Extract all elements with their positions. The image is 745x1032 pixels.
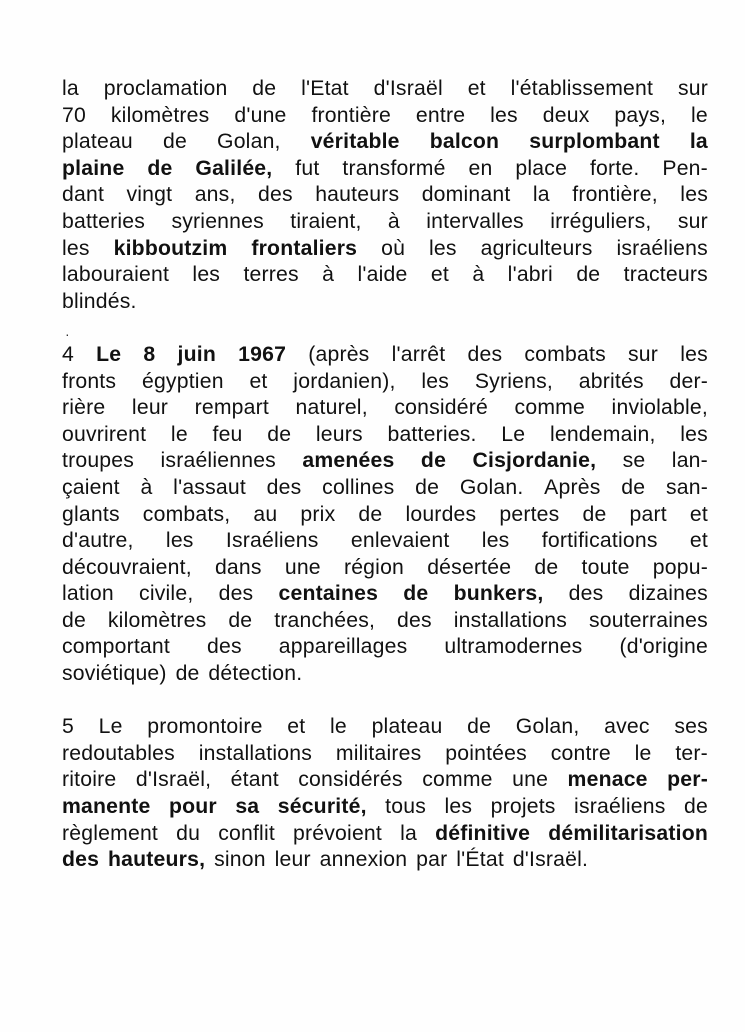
word: les xyxy=(444,795,473,819)
word: d'Israël. xyxy=(512,848,589,872)
bold-word: frontaliers xyxy=(251,236,358,260)
word: considérés xyxy=(298,768,403,792)
bold-word: de xyxy=(403,582,429,606)
word: des xyxy=(257,183,293,207)
word: comme xyxy=(422,768,493,792)
word: avec xyxy=(604,715,650,739)
text-line xyxy=(62,581,708,608)
word: contre xyxy=(550,741,611,765)
text-line xyxy=(62,528,708,555)
word: intervalles xyxy=(426,209,524,233)
word: l'aide xyxy=(357,263,408,287)
word: entre xyxy=(415,103,466,127)
bold-word: pour xyxy=(168,795,217,819)
word: prix xyxy=(300,502,336,526)
word: le xyxy=(170,422,188,446)
word: vingt xyxy=(126,183,173,207)
word: prévoient xyxy=(293,821,382,845)
word: civile, xyxy=(139,582,194,606)
word: d'Israël xyxy=(373,77,443,100)
word: une xyxy=(284,555,321,579)
word: lation xyxy=(62,582,114,606)
word: frontière, xyxy=(572,183,658,207)
word: d'autre, xyxy=(62,529,134,553)
word: à xyxy=(387,209,400,233)
text-line xyxy=(62,262,708,289)
bold-word: 8 xyxy=(143,342,156,366)
word: de xyxy=(358,502,383,526)
word: et xyxy=(430,263,449,287)
paragraph-gap xyxy=(62,315,708,342)
word: des xyxy=(568,582,604,606)
bold-word: Cisjordanie, xyxy=(472,449,597,473)
bold-word: plaine xyxy=(62,156,125,180)
word: des xyxy=(397,608,432,632)
word: des xyxy=(218,582,254,606)
word: la xyxy=(532,183,550,207)
word: abrités xyxy=(578,369,644,393)
word: au xyxy=(253,502,278,526)
text-line xyxy=(62,555,708,582)
word: installations xyxy=(198,741,313,765)
word: fortifications xyxy=(541,529,658,553)
word: tracteurs xyxy=(623,263,708,287)
word: et xyxy=(287,715,306,739)
text-line xyxy=(62,129,708,156)
word: de xyxy=(267,422,292,446)
word: se xyxy=(622,449,646,473)
word: ans, xyxy=(194,183,236,207)
word: des xyxy=(207,635,242,659)
word: combats xyxy=(524,342,606,366)
word: çaient xyxy=(62,475,120,499)
bold-word: Le xyxy=(96,342,122,366)
word: dizaines xyxy=(628,582,708,606)
text-line xyxy=(62,714,708,741)
word: les xyxy=(165,529,194,553)
word: détection. xyxy=(208,662,303,686)
word: enlevaient xyxy=(350,529,450,553)
word: annexion xyxy=(319,848,408,872)
text-line xyxy=(62,821,708,848)
word: région xyxy=(343,555,405,579)
bold-word: de xyxy=(147,156,173,180)
word: Golan. xyxy=(459,475,524,499)
word: l'abri xyxy=(507,263,553,287)
word: ses xyxy=(674,715,708,739)
word: à xyxy=(140,475,153,499)
word: fut xyxy=(295,156,320,180)
word: leurs xyxy=(315,422,363,446)
word: de xyxy=(252,77,277,100)
word: Israéliens xyxy=(225,529,319,553)
bold-word: centaines xyxy=(278,582,379,606)
word: batteries xyxy=(62,209,146,233)
word: et xyxy=(689,529,708,553)
bold-word: hauteurs, xyxy=(108,848,206,872)
word: l'établissement xyxy=(510,77,654,100)
text-line xyxy=(62,741,708,768)
word: tranchées, xyxy=(274,608,376,632)
word: frontière xyxy=(311,103,391,127)
word: des xyxy=(266,475,302,499)
word: d'une xyxy=(234,103,287,127)
word: 70 xyxy=(62,103,86,127)
word: tous xyxy=(385,795,426,819)
word: désertée xyxy=(427,555,512,579)
word: de xyxy=(415,475,440,499)
bold-word: sa xyxy=(235,795,260,819)
word: syriennes xyxy=(171,209,264,233)
word: popu- xyxy=(652,555,708,579)
text-line xyxy=(62,156,708,183)
word: sur xyxy=(628,342,659,366)
word: Après xyxy=(544,475,601,499)
word: part xyxy=(629,502,667,526)
word: der- xyxy=(669,369,708,393)
word: lendemain, xyxy=(549,422,656,446)
word: dant xyxy=(62,183,105,207)
word: les xyxy=(481,529,510,553)
word: hauteurs xyxy=(315,183,400,207)
bold-word: menace xyxy=(567,768,648,792)
word: pays, xyxy=(614,103,667,127)
word: proclamation xyxy=(103,77,228,100)
word: étant xyxy=(230,768,279,792)
word: leur xyxy=(131,396,169,420)
text-line xyxy=(62,794,708,821)
word: de xyxy=(228,608,253,632)
paragraph xyxy=(62,342,708,688)
word: sur xyxy=(677,209,708,233)
text-line xyxy=(62,289,708,316)
word: labouraient xyxy=(62,263,170,287)
text-line xyxy=(62,369,708,396)
word: installations xyxy=(453,608,568,632)
bold-word: bunkers, xyxy=(453,582,544,606)
word: israéliens xyxy=(616,236,708,260)
word: lan- xyxy=(671,449,708,473)
text-line xyxy=(62,236,708,263)
word: et xyxy=(467,77,486,100)
word: sur xyxy=(677,77,708,100)
word: plateau xyxy=(62,130,133,154)
word: san- xyxy=(665,475,708,499)
word: considéré xyxy=(394,396,489,420)
text-line xyxy=(62,608,708,635)
word: en xyxy=(468,156,493,180)
word: de xyxy=(175,662,200,686)
text-line xyxy=(62,209,708,236)
word: les xyxy=(428,236,457,260)
word: l'Etat xyxy=(301,77,349,100)
text-line xyxy=(62,182,708,209)
word: à xyxy=(322,263,335,287)
word: égyptien xyxy=(141,369,224,393)
word: kilomètres xyxy=(110,103,210,127)
word: de xyxy=(162,130,187,154)
word: d'Israël, xyxy=(135,768,212,792)
word: le xyxy=(329,715,347,739)
word: ultramodernes xyxy=(444,635,583,659)
word: dans xyxy=(214,555,262,579)
word: Syriens, xyxy=(474,369,553,393)
text-line xyxy=(62,342,708,369)
bold-word: véritable xyxy=(310,130,400,154)
word: terres xyxy=(243,263,299,287)
bold-word: juin xyxy=(177,342,216,366)
word: soviétique) xyxy=(62,662,167,686)
word: transformé xyxy=(342,156,446,180)
word: ter- xyxy=(675,741,708,765)
word: la xyxy=(62,77,79,100)
word: comportant xyxy=(62,635,170,659)
bold-word: de xyxy=(420,449,447,473)
paragraph xyxy=(62,714,708,874)
word: une xyxy=(512,768,549,792)
word: batteries. xyxy=(387,422,477,446)
word: les xyxy=(680,183,708,207)
text-line xyxy=(62,767,708,794)
word: les xyxy=(490,103,518,127)
word: Le xyxy=(98,715,123,739)
text-line xyxy=(62,661,708,688)
word: et xyxy=(689,502,708,526)
bold-word: Galilée, xyxy=(195,156,273,180)
word: jordanien), xyxy=(293,369,396,393)
bold-word: per- xyxy=(667,768,708,792)
word: troupes xyxy=(62,449,135,473)
word: sinon xyxy=(214,848,266,872)
body-text xyxy=(62,76,708,874)
word: promontoire xyxy=(147,715,263,739)
bold-word: 1967 xyxy=(238,342,287,366)
word: ritoire xyxy=(62,768,117,792)
text-line xyxy=(62,103,708,130)
word: Golan, xyxy=(515,715,580,739)
word: le xyxy=(691,103,708,127)
word: forte. xyxy=(589,156,640,180)
word: les xyxy=(680,342,708,366)
word: lourdes xyxy=(405,502,477,526)
word: israéliennes xyxy=(160,449,276,473)
word: place xyxy=(515,156,568,180)
word: 5 xyxy=(62,715,74,739)
word: combats, xyxy=(142,502,231,526)
text-line xyxy=(62,475,708,502)
text-line xyxy=(62,448,708,475)
word: israéliens xyxy=(574,795,666,819)
bold-word: des xyxy=(62,848,100,872)
word: l'assaut xyxy=(173,475,246,499)
word: et xyxy=(249,369,268,393)
text-line xyxy=(62,395,708,422)
word: comme xyxy=(514,396,586,420)
word: ouvrirent xyxy=(62,422,147,446)
word: par xyxy=(416,848,448,872)
word: pertes xyxy=(499,502,560,526)
word: fronts xyxy=(62,369,117,393)
word: glants xyxy=(62,502,120,526)
text-line xyxy=(62,502,708,529)
bold-word: définitive xyxy=(435,821,531,845)
word: règlement xyxy=(62,821,159,845)
word: 4 xyxy=(62,342,74,366)
paragraph xyxy=(62,76,708,315)
word: où xyxy=(381,236,406,260)
word: des xyxy=(467,342,503,366)
word: souterraines xyxy=(588,608,708,632)
word: les xyxy=(62,236,90,260)
bold-word: la xyxy=(689,130,708,154)
word: le xyxy=(634,741,652,765)
word: rière xyxy=(62,396,106,420)
word: pointées xyxy=(445,741,527,765)
word: les xyxy=(680,422,708,446)
word: deux xyxy=(542,103,590,127)
word: l'arrêt xyxy=(391,342,446,366)
bold-word: démilitarisation xyxy=(548,821,708,845)
word: toute xyxy=(581,555,630,579)
bold-word: kibboutzim xyxy=(113,236,228,260)
bold-word: balcon xyxy=(429,130,500,154)
word: les xyxy=(192,263,221,287)
word: de xyxy=(62,608,86,632)
word: projets xyxy=(490,795,556,819)
text-line xyxy=(62,847,708,874)
word: de xyxy=(684,795,708,819)
text-line xyxy=(62,76,708,103)
word: la xyxy=(400,821,417,845)
word: à xyxy=(472,263,485,287)
word: (d'origine xyxy=(619,635,708,659)
word: naturel, xyxy=(295,396,368,420)
word: collines xyxy=(322,475,395,499)
bold-word: amenées xyxy=(302,449,395,473)
text-line xyxy=(62,634,708,661)
word: (après xyxy=(308,342,370,366)
word: de xyxy=(467,715,492,739)
word: kilomètres xyxy=(107,608,207,632)
word: conflit xyxy=(218,821,275,845)
bold-word: sécurité, xyxy=(277,795,367,819)
paragraph-gap xyxy=(62,688,708,715)
word: découvraient, xyxy=(62,555,192,579)
bold-word: manente xyxy=(62,795,151,819)
word: plateau xyxy=(371,715,443,739)
word: militaires xyxy=(335,741,422,765)
word: feu xyxy=(212,422,243,446)
word: agriculteurs xyxy=(480,236,593,260)
word: l'État xyxy=(456,848,504,872)
word: de xyxy=(534,555,559,579)
text-line xyxy=(62,422,708,449)
bold-word: surplombant xyxy=(529,130,660,154)
word: appareillages xyxy=(278,635,408,659)
word: du xyxy=(176,821,201,845)
word: tiraient, xyxy=(290,209,362,233)
word: de xyxy=(582,502,607,526)
word: redoutables xyxy=(62,741,175,765)
word: rempart xyxy=(194,396,269,420)
word: Golan, xyxy=(217,130,281,154)
word: de xyxy=(576,263,601,287)
word: irréguliers, xyxy=(550,209,652,233)
word: Pen- xyxy=(662,156,708,180)
word: dominant xyxy=(421,183,511,207)
word: inviolable, xyxy=(611,396,708,420)
word: blindés. xyxy=(62,289,137,313)
word: leur xyxy=(274,848,311,872)
word: de xyxy=(621,475,646,499)
word: les xyxy=(421,369,450,393)
scan-speck: · xyxy=(65,326,70,343)
word: Le xyxy=(501,422,526,446)
